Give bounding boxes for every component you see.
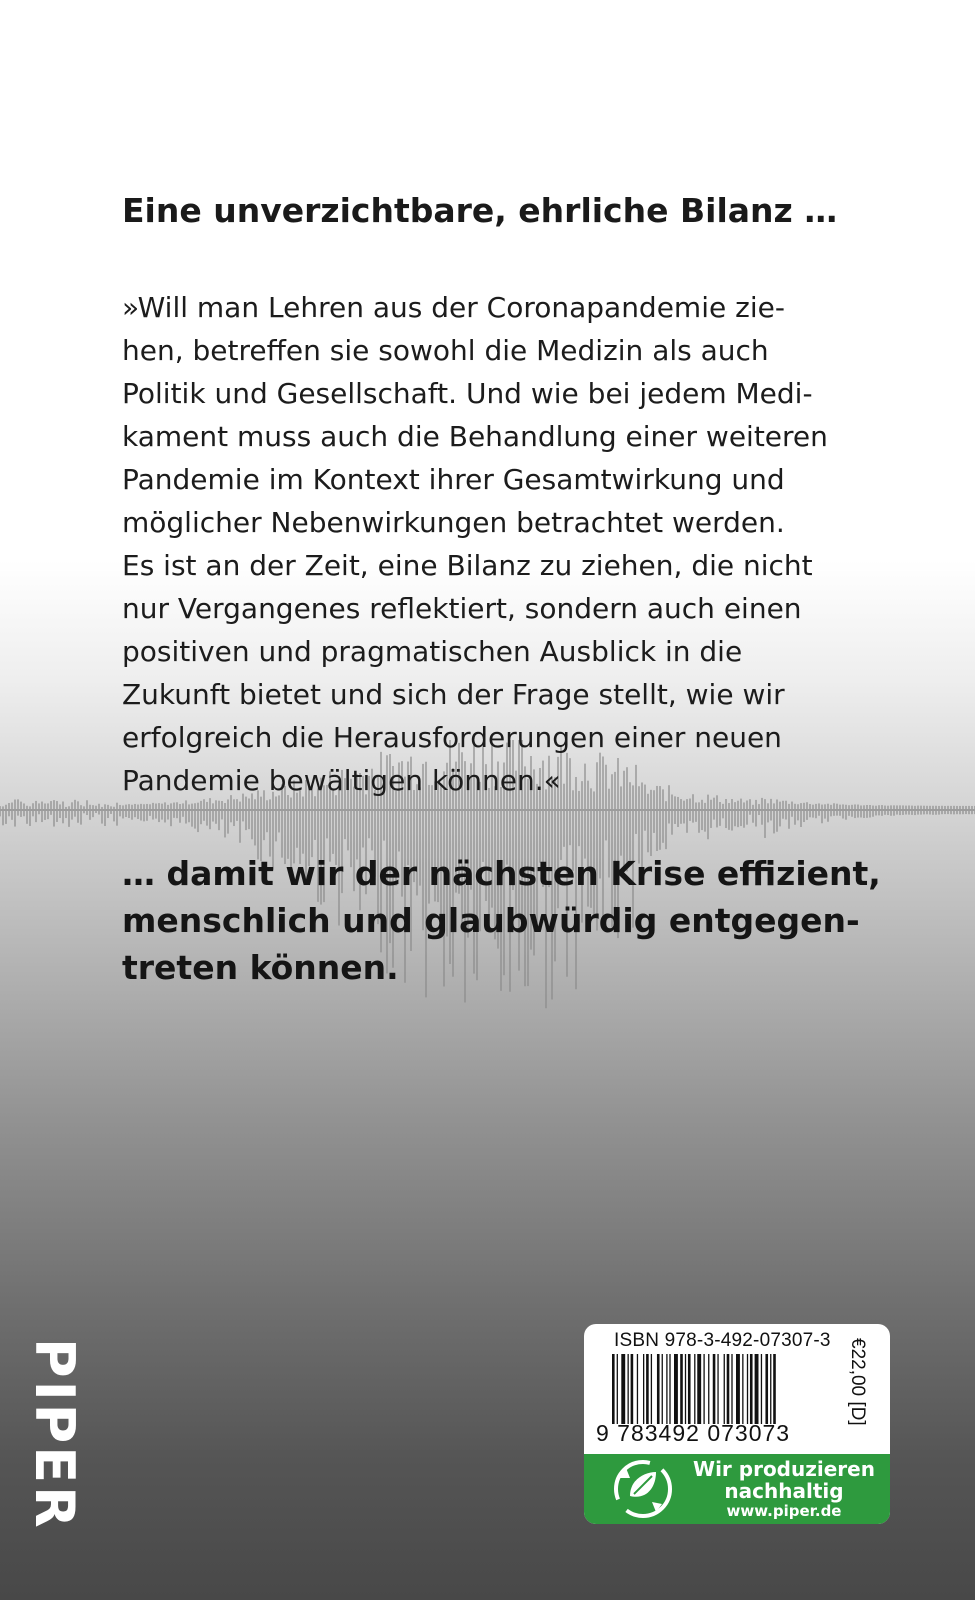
headline: Eine unverzichtbare, ehrliche Bilanz …: [122, 191, 838, 230]
blurb-line: Pandemie im Kontext ihrer Gesamtwirkung und: [122, 463, 785, 496]
closing-statement: [122, 850, 881, 991]
blurb-line: Zukunft bietet und sich der Frage stellt, wie wir: [122, 678, 785, 711]
publisher-url: www.piper.de: [726, 1502, 842, 1520]
closing-line: … damit wir der nächsten Krise effizient,: [122, 854, 881, 893]
blurb-line: Pandemie bewältigen können.«: [122, 764, 561, 797]
sustainability-line1: Wir produzieren: [693, 1457, 875, 1481]
price: €22,00 [D]: [847, 1338, 868, 1426]
blurb-line: kament muss auch die Behandlung einer weiteren: [122, 420, 828, 453]
sustainability-badge: [584, 1454, 890, 1524]
blurb-quote: [122, 286, 842, 802]
blurb-line: erfolgreich die Herausforderungen einer neuen: [122, 721, 782, 754]
blurb-line: »Will man Lehren aus der Coronapandemie zie-: [122, 291, 785, 324]
publisher-logo-text: PIPER: [23, 1338, 86, 1531]
blurb-line: hen, betreffen sie sowohl die Medizin als auch: [122, 334, 769, 367]
blurb-line: Politik und Gesellschaft. Und wie bei jedem Medi-: [122, 377, 813, 410]
barcode-graphic: [612, 1354, 840, 1424]
leaf-recycle-icon: [610, 1458, 676, 1520]
publisher-logo: [23, 1338, 86, 1531]
isbn-number: ISBN 978-3-492-07307-3: [614, 1330, 831, 1351]
closing-line: menschlich und glaubwürdig entgegen-: [122, 901, 860, 940]
blurb-line: möglicher Nebenwirkungen betrachtet werden.: [122, 506, 785, 539]
blurb-line: nur Vergangenes reflektiert, sondern auch einen: [122, 592, 802, 625]
blurb-line: Es ist an der Zeit, eine Bilanz zu ziehen, die nicht: [122, 549, 813, 582]
blurb-line: positiven und pragmatischen Ausblick in die: [122, 635, 743, 668]
sustainability-line2: nachhaltig: [724, 1479, 844, 1503]
isbn-label: [584, 1324, 890, 1524]
sustainability-text: [684, 1458, 884, 1520]
closing-line: treten können.: [122, 948, 399, 987]
barcode-digits: 9 783492 073073: [596, 1420, 791, 1446]
